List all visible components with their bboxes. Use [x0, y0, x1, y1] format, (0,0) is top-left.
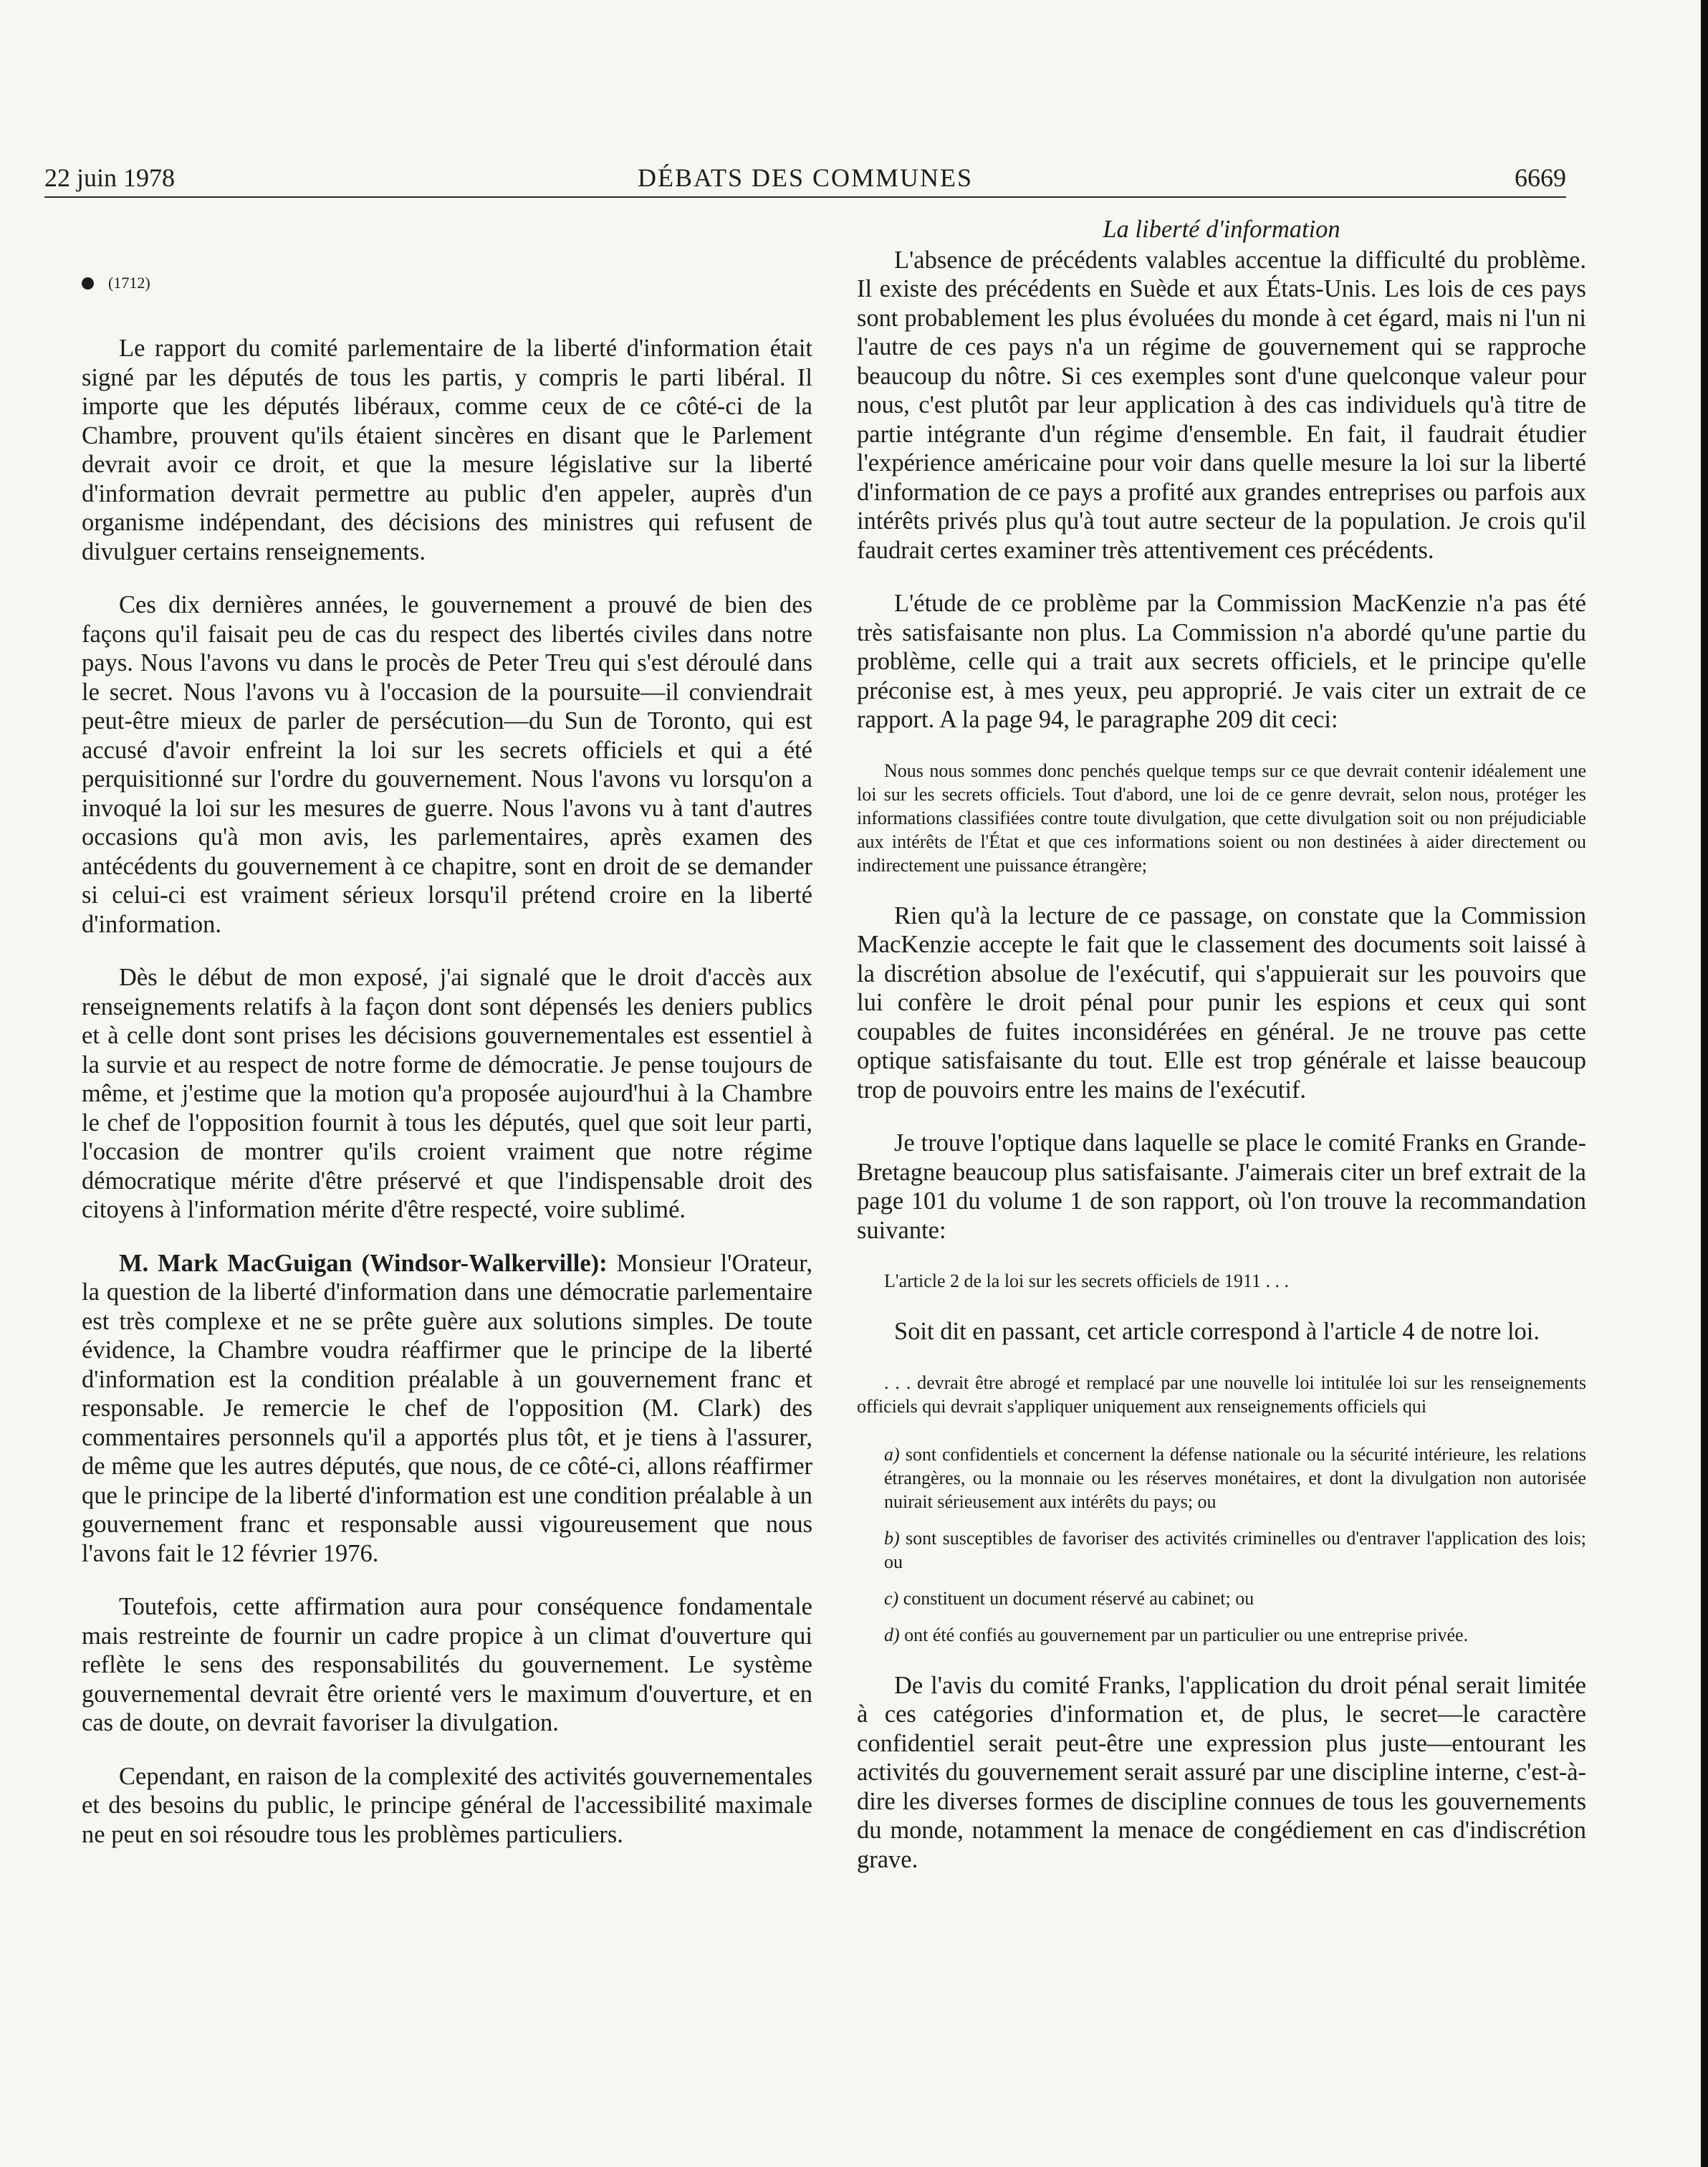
paragraph: Ces dix dernières années, le gouvernement a prouvé de bien des façons qu'il faisait peu de cas du respect des libertés civiles dans notre pays. Nous l'avons vu dans le procès de Peter Treu qui s'est déroulé dans le secret. Nous l'avons vu à l'occasion de la poursuite—il conviendrait peut-être mieux de parler de persécution—du Sun de Toronto, qui est accusé d'avoir enfreint la loi sur les secrets officiels et qui a été perquisitionné sur l'ordre du gouvernement. Nous l'avons vu lorsqu'on a invoqué la loi sur les mesures de guerre. Nous l'avons vu à tant d'autres occasions qu'à mon avis, les parlementaires, après examen des antécédents du gouvernement à ce chapitre, sont en droit de se demander si celui-ci est vraiment sérieux lorsqu'il prétend croire en la liberté d'information. — [82, 591, 812, 938]
paragraph: Toutefois, cette affirmation aura pour conséquence fondamentale mais restreinte de fournir un cadre propice à un climat d'ouverture qui reflète le sens des responsabilités du gouvernement. Le système gouvernemental devrait être orienté vers le maximum d'ouverture, et en cas de doute, on devrait favoriser la divulgation. — [82, 1593, 812, 1736]
paragraph: Soit dit en passant, cet article correspond à l'article 4 de notre loi. — [894, 1318, 1540, 1345]
header-title: DÉBATS DES COMMUNES — [637, 163, 974, 192]
list-text: sont susceptibles de favoriser des activités criminelles ou d'entraver l'application des lois; ou — [884, 1527, 1586, 1572]
header-date: 22 juin 1978 — [44, 163, 176, 192]
right-column — [857, 215, 1586, 1898]
list-label: b) — [884, 1527, 900, 1549]
time-marker — [82, 272, 812, 294]
speaker-name: M. Mark MacGuigan (Windsor-Walkerville): — [119, 1249, 608, 1277]
paragraph: Dès le début de mon exposé, j'ai signalé que le droit d'accès aux renseignements relatifs à la façon dont sont dépensés les deniers publics et à celle dont sont prises les décisions gouvernementales est essentiel à la survie et au respect de notre forme de démocratie. Je pense toujours de même, et j'estime que la motion qu'a proposée aujourd'hui à la Chambre le chef de l'opposition fournit à tous les députés, quel que soit leur parti, l'occasion de montrer qu'ils croient vraiment que notre régime démocratique mérite d'être préservé et que l'indispensable droit des citoyens à l'information mérite d'être respecté, voire sublimé. — [82, 964, 812, 1223]
quote-list-item — [857, 1587, 1586, 1610]
quote-list-item — [857, 1526, 1586, 1574]
list-text: constituent un document réservé au cabinet; ou — [903, 1587, 1254, 1609]
block-quote: L'article 2 de la loi sur les secrets officiels de 1911 . . . — [884, 1271, 1289, 1291]
list-text: ont été confiés au gouvernement par un particulier ou une entreprise privée. — [904, 1624, 1469, 1645]
scan-edge — [1701, 0, 1708, 2167]
page-header — [44, 162, 1566, 198]
bullet-icon — [82, 277, 94, 290]
list-label: a) — [884, 1443, 900, 1465]
time-marker-text: (1712) — [108, 274, 150, 292]
left-column — [82, 215, 812, 1873]
quote-list-item — [857, 1623, 1586, 1647]
paragraph: De l'avis du comité Franks, l'application du droit pénal serait limitée à ces catégories d'information et, de plus, le secret—le caractère confidentiel serait peut-être une expression plus juste—entourant les activités du gouvernement serait assuré par une discipline interne, c'est-à-dire les diverses formes de discipline connues de tous les gouvernements du monde, notamment la menace de congédiement en cas d'indiscrétion grave. — [857, 1671, 1586, 1873]
list-label: c) — [884, 1587, 899, 1609]
speaker-paragraph — [82, 1249, 812, 1569]
page-number: 6669 — [1515, 163, 1566, 192]
block-quote: Nous nous sommes donc penchés quelque temps sur ce que devrait contenir idéalement une loi sur les secrets officiels. Tout d'abord, une loi de ce genre devrait, selon nous, protéger les informations classifiées contre toute divulgation, que cette divulgation soit ou non préjudiciable aux intérêts de l'État et que ces informations soient ou non destinées à aider directement ou indirectement une puissance étrangère; — [857, 760, 1586, 876]
paragraph: Cependant, en raison de la complexité des activités gouvernementales et des besoins du public, le principe général de l'accessibilité maximale ne peut en soi résoudre tous les problèmes particuliers. — [82, 1762, 812, 1848]
list-label: d) — [884, 1624, 900, 1645]
paragraph: L'absence de précédents valables accentue la difficulté du problème. Il existe des précédents en Suède et aux États-Unis. Les lois de ces pays sont probablement les plus évoluées du monde à cet égard, mais ni l'un ni l'autre de ces pays n'a un régime de gouvernement qui se rapproche beaucoup du nôtre. Si ces exemples sont d'une quelconque valeur pour nous, c'est plutôt par leur application à des cas individuels qu'à titre de partie intégrante d'un régime d'ensemble. En fait, il faudrait étudier l'expérience américaine pour voir dans quelle mesure la loi sur la liberté d'information de ce pays a profité aux grandes entreprises ou parfois aux intérêts privés plus qu'à tout autre secteur de la population. Je crois qu'il faudrait certes examiner très attentivement ces précédents. — [857, 246, 1586, 564]
paragraph: Rien qu'à la lecture de ce passage, on constate que la Commission MacKenzie accepte le fait que le classement des documents soit laissé à la discrétion absolue de l'exécutif, qui s'appuierait sur les pouvoirs que lui confère le droit pénal pour punir les espions et ceux qui sont coupables de fuites inconsidérées en général. Je ne trouve pas cette optique satisfaisante du tout. Elle est trop générale et laisse beaucoup trop de pouvoirs entre les mains de l'exécutif. — [857, 901, 1586, 1104]
speaker-text: Monsieur l'Orateur, la question de la liberté d'information dans une démocratie parlementaire est très complexe et ne se prête guère aux solutions simples. De toute évidence, la Chambre voudra réaffirmer que le principe de la liberté d'information est la condition préalable à un gouvernement franc et responsable. Je remercie le chef de l'opposition (M. Clark) des commentaires personnels qu'il a apportés plus tôt, et je tiens à l'assurer, de même que les autres députés, que nous, de ce côté-ci, allons réaffirmer que le principe de la liberté d'information est une condition préalable à un gouvernement franc et responsable aussi vigoureusement que nous l'avons fait le 12 février 1976. — [82, 1249, 812, 1567]
paragraph: Le rapport du comité parlementaire de la liberté d'information était signé par les députés de tous les partis, y compris le parti libéral. Il importe que les députés libéraux, comme ceux de ce côté-ci de la Chambre, prouvent qu'ils étaient sincères en disant que le Parlement devrait avoir ce droit, et que la mesure législative sur la liberté d'information devrait permettre au public d'en appeler, auprès d'un organisme indépendant, des décisions des ministres qui refusent de divulguer certains renseignements. — [82, 335, 812, 565]
paragraph: Je trouve l'optique dans laquelle se place le comité Franks en Grande-Bretagne beaucoup plus satisfaisante. J'aimerais citer un bref extrait de la page 101 du volume 1 de son rapport, où l'on trouve la recommandation suivante: — [857, 1129, 1586, 1244]
paragraph: L'étude de ce problème par la Commission MacKenzie n'a pas été très satisfaisante non plus. La Commission n'a abordé qu'une partie du problème, celle qui a trait aux secrets officiels, et le principe qu'elle préconise est, à mes yeux, peu approprié. Je vais citer un extrait de ce rapport. A la page 94, le paragraphe 209 dit ceci: — [857, 590, 1586, 733]
list-text: sont confidentiels et concernent la défense nationale ou la sécurité intérieure, les relations étrangères, ou la monnaie ou les réserves monétaires, et dont la divulgation non autorisée nuirait sérieusement aux intérêts du pays; ou — [884, 1443, 1587, 1512]
quote-list-item — [857, 1443, 1586, 1513]
section-title: La liberté d'information — [1103, 216, 1340, 243]
block-quote: . . . devrait être abrogé et remplacé par une nouvelle loi intitulée loi sur les renseignements officiels qui devrait s'appliquer uniquement aux renseignements officiels qui — [857, 1372, 1586, 1417]
